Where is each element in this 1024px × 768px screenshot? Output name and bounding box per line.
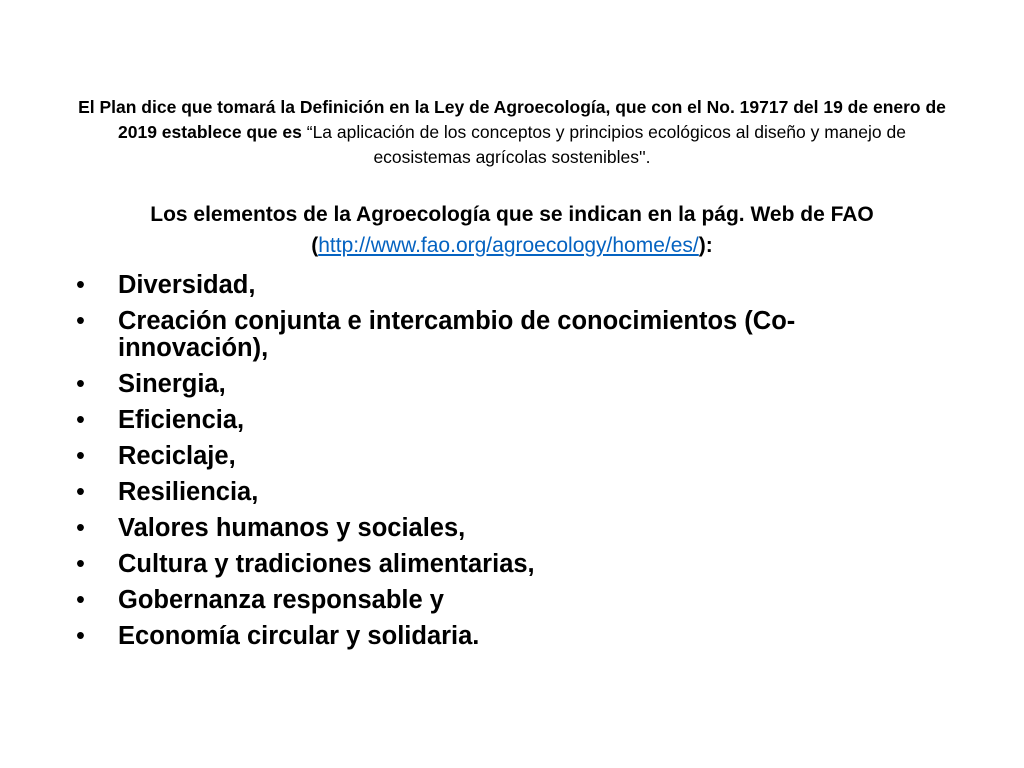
fao-heading (70, 199, 954, 261)
list-item (76, 515, 866, 542)
intro-bold-text: El Plan dice que tomará la Definición en la Ley de Agroecología, que con el No. 19717 del 19 de enero de 2019 establece que es (78, 97, 946, 142)
list-item-text: Creación conjunta e intercambio de conocimientos (Co-innovación), (118, 307, 796, 362)
list-item-text: Economía circular y solidaria. (118, 622, 480, 650)
bullet-icon: • (76, 271, 85, 299)
list-item (76, 407, 866, 434)
list-item (76, 308, 866, 362)
intro-quote-text: “La aplicación de los conceptos y principios ecológicos al diseño y manejo de ecosistemas agrícolas sostenibles''. (301, 122, 906, 167)
fao-open-paren: ( (311, 234, 319, 257)
list-item (76, 479, 866, 506)
bullet-icon: • (76, 550, 85, 578)
elements-list (76, 272, 866, 659)
list-item (76, 272, 866, 299)
fao-heading-text: Los elementos de la Agroecología que se indican en la pág. Web de FAO (150, 203, 874, 226)
list-item (76, 443, 866, 470)
list-item-text: Gobernanza responsable y (118, 586, 444, 614)
bullet-icon: • (76, 478, 85, 506)
bullet-icon: • (76, 406, 85, 434)
list-item-text: Sinergia, (118, 370, 226, 398)
bullet-icon: • (76, 586, 85, 614)
list-item (76, 371, 866, 398)
list-item-text: Eficiencia, (118, 406, 245, 434)
intro-paragraph (70, 95, 954, 170)
bullet-icon: • (76, 622, 85, 650)
bullet-icon: • (76, 307, 85, 335)
fao-link[interactable]: http://www.fao.org/agroecology/home/es/ (318, 234, 699, 257)
list-item-text: Diversidad, (118, 271, 256, 299)
list-item-text: Reciclaje, (118, 442, 236, 470)
bullet-icon: • (76, 442, 85, 470)
list-item-text: Valores humanos y sociales, (118, 514, 466, 542)
list-item (76, 551, 866, 578)
list-item (76, 623, 866, 650)
list-item-text: Resiliencia, (118, 478, 259, 506)
bullet-icon: • (76, 370, 85, 398)
title-block (70, 95, 954, 261)
bullet-icon: • (76, 514, 85, 542)
fao-close-paren: ): (698, 234, 713, 257)
list-item-text: Cultura y tradiciones alimentarias, (118, 550, 535, 578)
list-item (76, 587, 866, 614)
